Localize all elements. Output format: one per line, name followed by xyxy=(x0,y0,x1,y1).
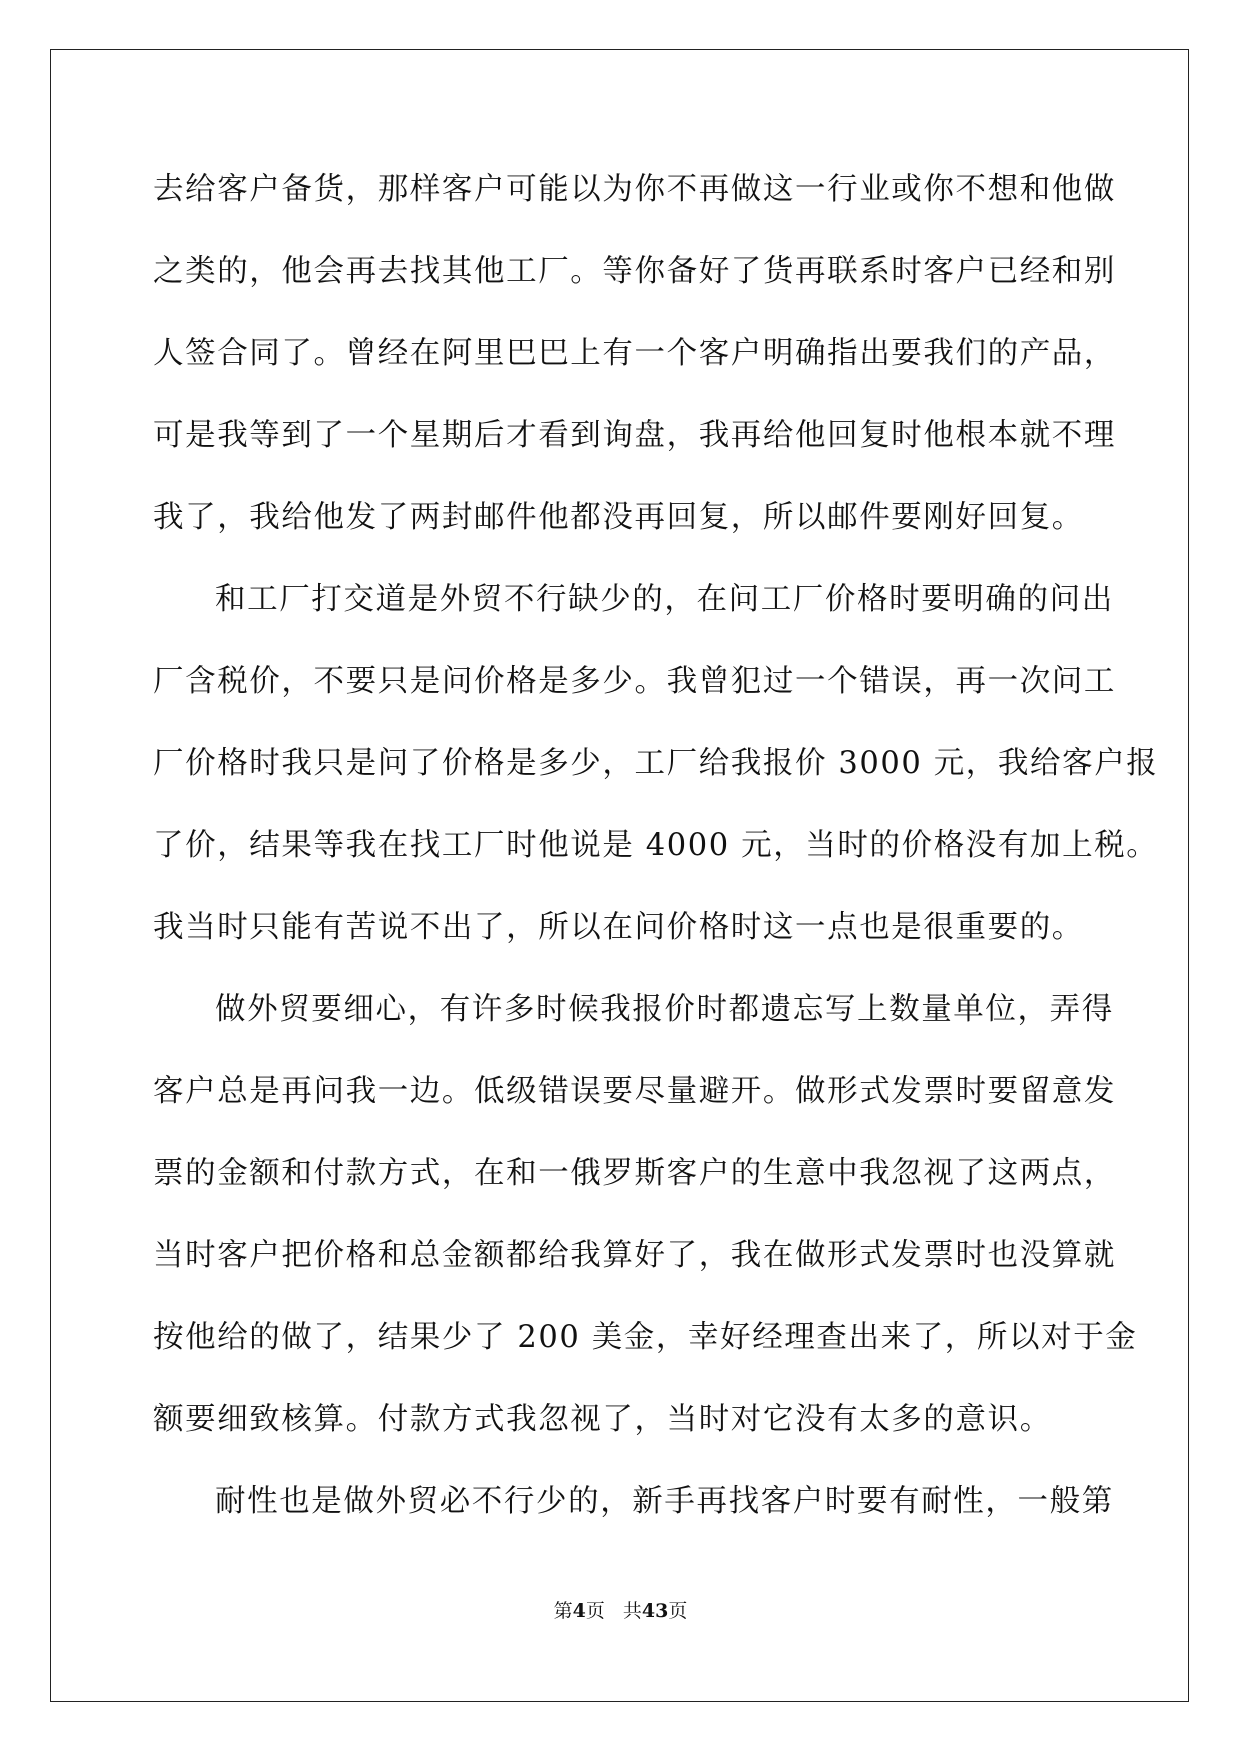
text-line: 票的金额和付款方式，在和一俄罗斯客户的生意中我忽视了这两点， xyxy=(153,1156,1116,1191)
page-suffix: 页 xyxy=(585,1600,605,1622)
paragraph-start-line: 耐性也是做外贸必不行少的，新手再找客户时要有耐性，一般第 xyxy=(215,1484,1114,1519)
text-line: 客户总是再问我一边。低级错误要尽量避开。做形式发票时要留意发 xyxy=(153,1074,1116,1109)
text-line: 我了，我给他发了两封邮件他都没再回复，所以邮件要刚好回复。 xyxy=(153,500,1084,535)
text-line: 了价，结果等我在找工厂时他说是 4000 元，当时的价格没有加上税。 xyxy=(153,828,1159,863)
text-line: 厂含税价，不要只是问价格是多少。我曾犯过一个错误，再一次问工 xyxy=(153,664,1116,699)
text-line: 之类的，他会再去找其他工厂。等你备好了货再联系时客户已经和别 xyxy=(153,254,1116,289)
page-number: 4 xyxy=(572,1600,586,1622)
text-line: 当时客户把价格和总金额都给我算好了，我在做形式发票时也没算就 xyxy=(153,1238,1116,1273)
page-footer xyxy=(0,1599,1241,1623)
document-body xyxy=(153,162,1159,1556)
text-line: 厂价格时我只是问了价格是多少，工厂给我报价 3000 元，我给客户报 xyxy=(153,746,1159,781)
total-suffix: 页 xyxy=(668,1600,688,1622)
text-line: 我当时只能有苦说不出了，所以在问价格时这一点也是很重要的。 xyxy=(153,910,1084,945)
text-line: 按他给的做了，结果少了 200 美金，幸好经理查出来了，所以对于金 xyxy=(153,1320,1138,1355)
paragraph-start-line: 做外贸要细心，有许多时候我报价时都遗忘写上数量单位，弄得 xyxy=(215,992,1114,1027)
paragraph-start-line: 和工厂打交道是外贸不行缺少的，在问工厂价格时要明确的问出 xyxy=(215,582,1114,617)
total-prefix: 共 xyxy=(622,1600,642,1622)
text-line: 额要细致核算。付款方式我忽视了，当时对它没有太多的意识。 xyxy=(153,1402,1052,1437)
text-line: 去给客户备货，那样客户可能以为你不再做这一行业或你不想和他做 xyxy=(153,172,1116,207)
page-prefix: 第 xyxy=(553,1600,573,1622)
text-line: 人签合同了。曾经在阿里巴巴上有一个客户明确指出要我们的产品， xyxy=(153,336,1116,371)
total-pages: 43 xyxy=(641,1600,669,1622)
text-line: 可是我等到了一个星期后才看到询盘，我再给他回复时他根本就不理 xyxy=(153,418,1116,453)
